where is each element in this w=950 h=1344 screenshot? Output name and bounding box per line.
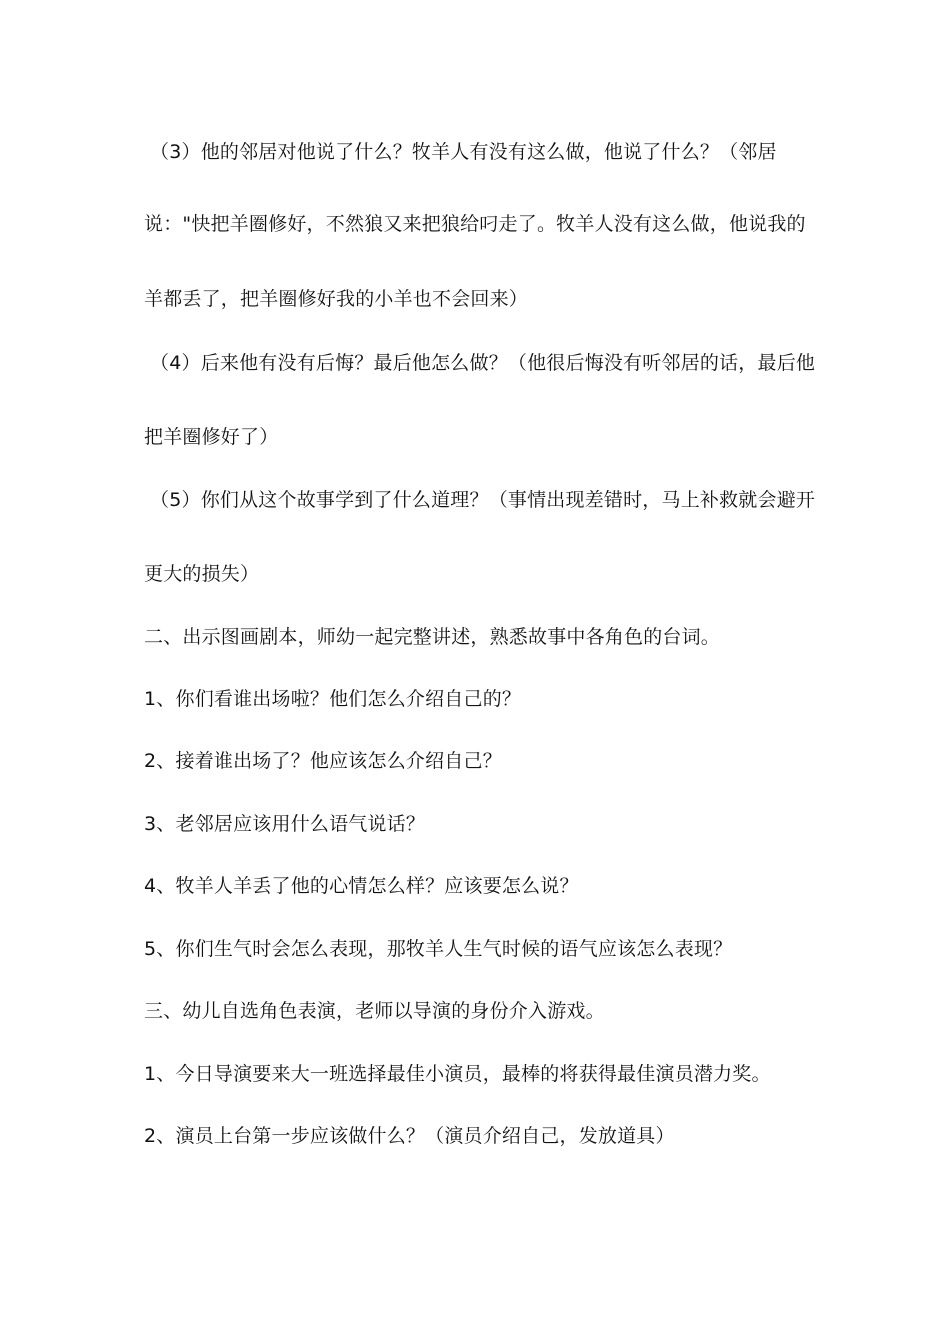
paragraph-line: 羊都丢了，把羊圈修好我的小羊也不会回来） <box>144 288 529 310</box>
paragraph-line: 说："快把羊圈修好，不然狼又来把狼给叼走了。牧羊人没有这么做，他说我的 <box>144 213 806 235</box>
list-item: 2、演员上台第一步应该做什么？（演员介绍自己，发放道具） <box>144 1125 675 1147</box>
list-item: 1、你们看谁出场啦？他们怎么介绍自己的？ <box>144 688 522 710</box>
section-heading: 二、出示图画剧本，师幼一起完整讲述，熟悉故事中各角色的台词。 <box>144 626 721 648</box>
paragraph-line: （3）他的邻居对他说了什么？牧羊人有没有这么做，他说了什么？（邻居 <box>150 141 777 163</box>
list-item: 4、牧羊人羊丢了他的心情怎么样？应该要怎么说？ <box>144 875 579 897</box>
list-item: 5、你们生气时会怎么表现，那牧羊人生气时候的语气应该怎么表现？ <box>144 938 733 960</box>
list-item: 3、老邻居应该用什么语气说话？ <box>144 813 426 835</box>
paragraph-line: 更大的损失） <box>144 563 260 585</box>
paragraph-line: 把羊圈修好了） <box>144 426 279 448</box>
list-item: 1、今日导演要来大一班选择最佳小演员，最棒的将获得最佳演员潜力奖。 <box>144 1063 771 1085</box>
list-item: 2、接着谁出场了？他应该怎么介绍自己？ <box>144 750 502 772</box>
paragraph-line: （4）后来他有没有后悔？最后他怎么做？（他很后悔没有听邻居的话，最后他 <box>150 352 816 374</box>
section-heading: 三、幼儿自选角色表演，老师以导演的身份介入游戏。 <box>144 1000 605 1022</box>
paragraph-line: （5）你们从这个故事学到了什么道理？（事情出现差错时，马上补救就会避开 <box>150 489 816 511</box>
